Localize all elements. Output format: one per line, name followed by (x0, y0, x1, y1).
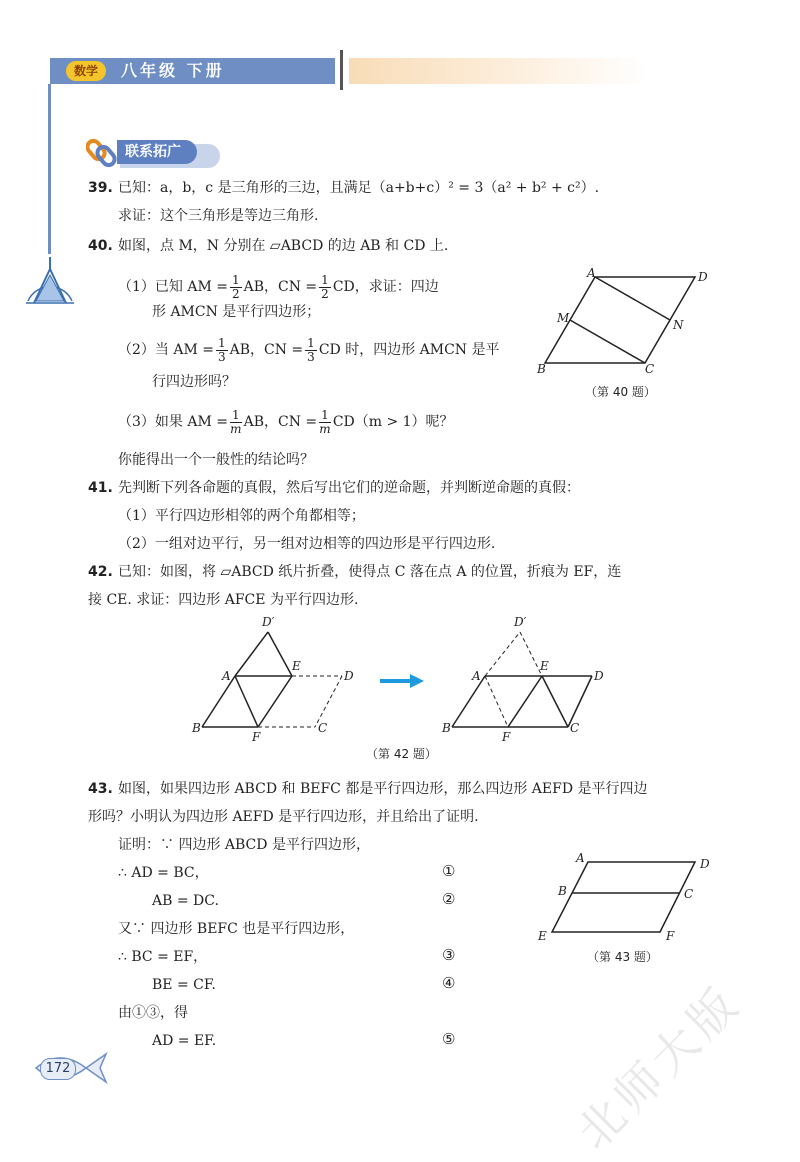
figure-43-caption: （第 43 题） (587, 950, 658, 964)
chain-link-icon (86, 136, 118, 168)
label-B: B (558, 884, 567, 898)
q41-number: 41. (88, 480, 113, 496)
label-F: F (666, 929, 675, 943)
fraction-one-third: $\frac{1}{3}$ (307, 335, 315, 364)
q42-text-2: 接 CE. 求证：四边形 AFCE 为平行四边形. (88, 592, 359, 608)
q43-text: 如图，如果四边形 ABCD 和 BEFC 都是平行四边形，那么四边形 AEFD 是平行四边 (118, 781, 648, 797)
figure-43-parallelograms (530, 850, 720, 945)
figure-42-before (190, 612, 365, 742)
label-C: C (318, 721, 328, 735)
equation-marker: ① (442, 862, 456, 880)
q40-p3-c: CD（m > 1）呢？ (332, 414, 454, 430)
fraction-one-third: $\frac{1}{3}$ (217, 335, 226, 364)
label-D-prime: D′ (262, 615, 275, 629)
page-number: 172 (40, 1058, 76, 1080)
fraction-one-half: $\frac{1}{2}$ (321, 272, 329, 301)
label-D: D (700, 857, 710, 871)
proof-line: BE = CF. (152, 977, 216, 993)
q40-p1-c: CD，求证：四边 (332, 279, 439, 295)
fraction-one-half: $\frac{1}{2}$ (231, 272, 240, 301)
q40-part1-line2: 形 AMCN 是平行四边形； (152, 304, 321, 320)
q40-p2-c: CD 时，四边形 AMCN 是平 (318, 342, 500, 358)
label-F: F (252, 730, 261, 742)
margin-line (48, 84, 51, 254)
book-title: 八年级 下册 (121, 61, 225, 80)
label-N: N (673, 318, 684, 332)
q40-p2-a: （2）当 AM = (118, 342, 214, 358)
proof-line: 证明：∵ 四边形 ABCD 是平行四边形， (118, 837, 370, 853)
label-A: A (587, 266, 596, 280)
fraction-one-over-m: $\frac{1}{m}$ (319, 407, 331, 436)
arrow-right-icon (378, 672, 426, 690)
q41-text: 先判断下列各命题的真假，然后写出它们的逆命题，并判断逆命题的真假： (118, 480, 580, 496)
q40-p3-b: AB，CN = (243, 414, 318, 430)
equation-marker: ③ (442, 946, 456, 964)
fraction-one-over-m: $\frac{1}{m}$ (230, 407, 242, 436)
proof-line: AB = DC. (152, 893, 219, 909)
label-B: B (537, 362, 546, 376)
q40-p3-a: （3）如果 AM = (118, 414, 228, 430)
q41-part1: （1）平行四边形相邻的两个角都相等； (118, 508, 365, 524)
q40-p1-b: AB，CN = (243, 279, 318, 295)
label-C: C (570, 721, 580, 735)
q42-text: 已知：如图，将 ▱ABCD 纸片折叠，使得点 C 落在点 A 的位置，折痕为 EF，连 (118, 564, 622, 580)
equation-marker: ② (442, 890, 456, 908)
header-divider (340, 50, 343, 90)
subject-badge: 数学 (66, 61, 106, 81)
figure-40-parallelogram (535, 265, 715, 380)
equation-marker: ⑤ (442, 1030, 456, 1048)
label-A: A (576, 851, 585, 865)
q40-conclusion: 你能得出一个一般性的结论吗？ (118, 452, 314, 468)
proof-line: ∴ AD = BC， (118, 865, 209, 881)
label-F: F (502, 730, 511, 742)
q40-intro: 如图，点 M，N 分别在 ▱ABCD 的边 AB 和 CD 上. (118, 238, 449, 254)
label-M: M (557, 311, 570, 325)
q41-part2: （2）一组对边平行，另一组对边相等的四边形是平行四边形. (118, 536, 496, 552)
header-gradient (349, 58, 649, 84)
compass-icon (22, 255, 78, 307)
label-E: E (292, 659, 301, 673)
section-tag: 联系拓广 (117, 140, 197, 164)
q39-text: 已知：a，b，c 是三角形的三边，且满足（a+b+c）² = 3（a² + b² + c²）. (118, 180, 600, 196)
label-E: E (540, 659, 549, 673)
label-C: C (684, 887, 694, 901)
label-C: C (645, 362, 655, 376)
q40-part3 (118, 405, 454, 439)
label-D: D (698, 270, 708, 284)
q43-text-2: 形吗？小明认为四边形 AEFD 是平行四边形，并且给出了证明. (88, 809, 479, 825)
q43-number: 43. (88, 781, 113, 797)
q40-p1-a: （1）已知 AM = (118, 279, 228, 295)
q40-number: 40. (88, 238, 113, 254)
figure-42-caption: （第 42 题） (366, 747, 437, 761)
label-D: D (344, 669, 354, 683)
q40-part2 (118, 333, 500, 367)
label-B: B (192, 721, 201, 735)
label-D-prime: D′ (514, 615, 527, 629)
equation-marker: ④ (442, 974, 456, 992)
proof-line: 又∵ 四边形 BEFC 也是平行四边形， (118, 921, 355, 937)
watermark: 北师大版 (566, 974, 752, 1160)
q42-number: 42. (88, 564, 113, 580)
proof-line: ∴ BC = EF， (118, 949, 208, 965)
q40-part1 (118, 270, 439, 304)
figure-40-caption: （第 40 题） (585, 385, 656, 399)
proof-line: AD = EF. (152, 1033, 217, 1049)
label-A: A (472, 669, 481, 683)
label-B: B (442, 721, 451, 735)
label-D: D (594, 669, 604, 683)
label-E: E (538, 929, 547, 943)
q40-part2-line2: 行四边形吗？ (152, 374, 236, 390)
figure-42-after (440, 612, 615, 742)
q40-p2-b: AB，CN = (229, 342, 304, 358)
label-A: A (222, 669, 231, 683)
q39-number: 39. (88, 180, 113, 196)
q39-text-2: 求证：这个三角形是等边三角形. (118, 208, 319, 224)
proof-line: 由①③，得 (118, 1005, 188, 1021)
